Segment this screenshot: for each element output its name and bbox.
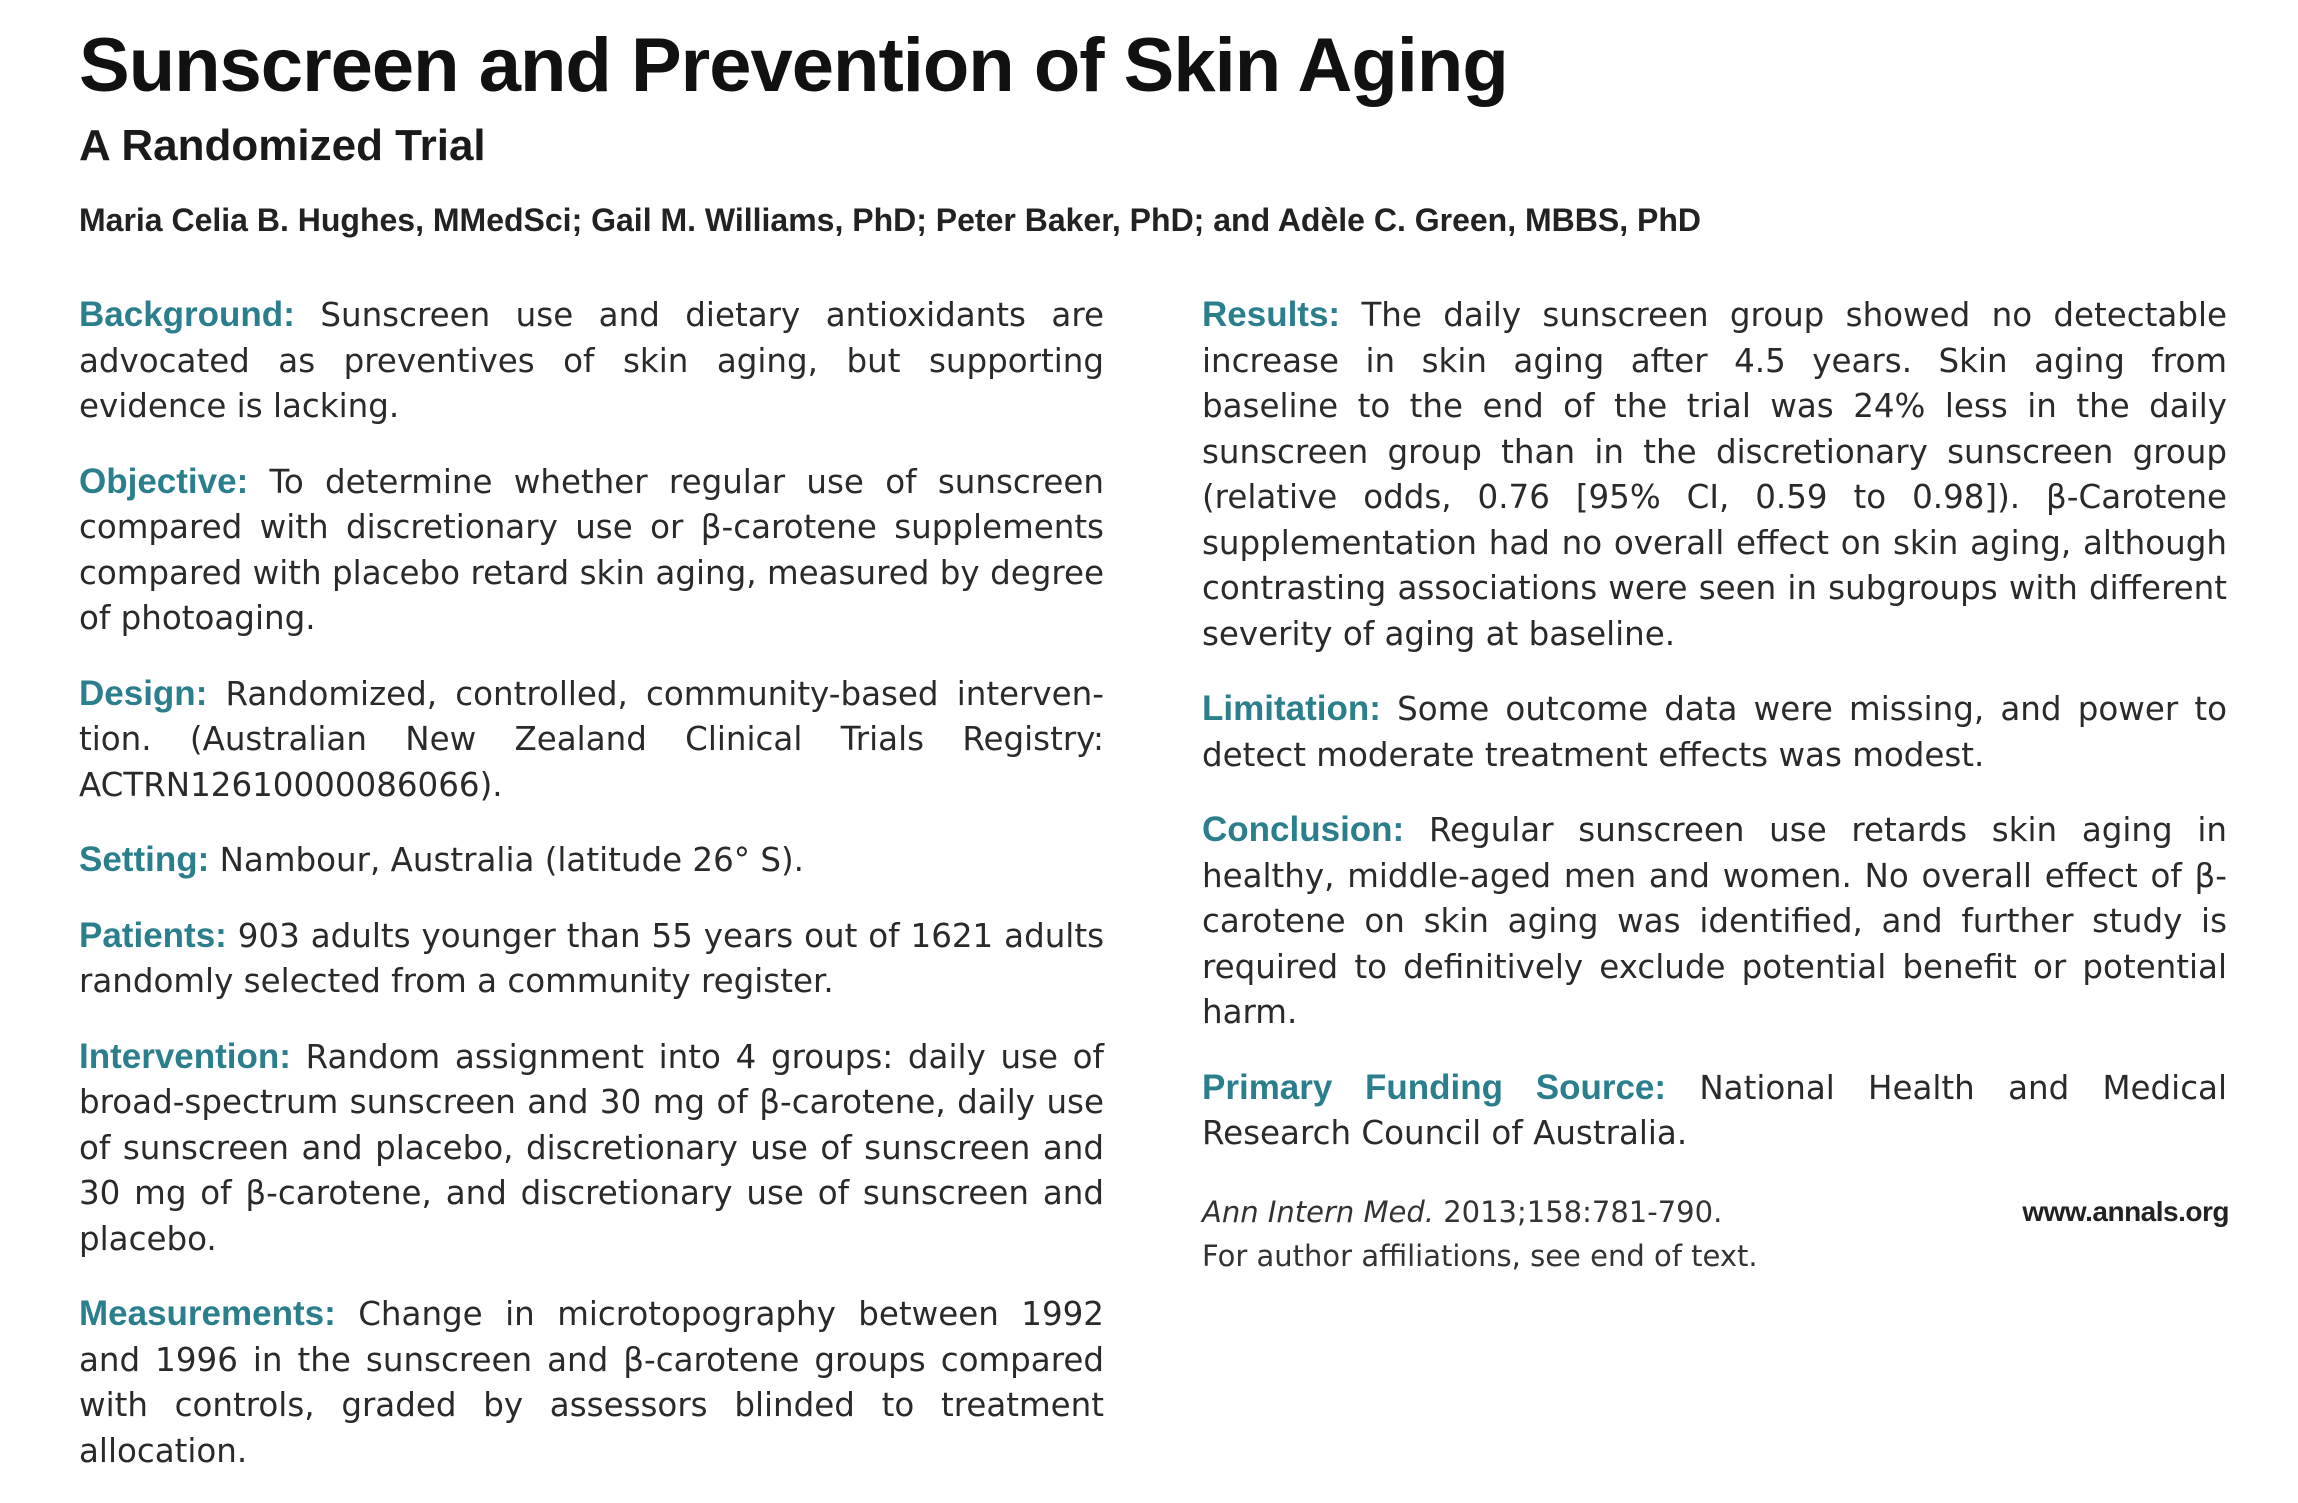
- section-text: National Health and Medical Research Council of Australia.: [1202, 1068, 2228, 1152]
- citation-details: 2013;158:781-790.: [1433, 1195, 1723, 1229]
- abstract-left-column: [79, 292, 1104, 1503]
- section-text: Randomized, controlled, community-based intervention. (Australian New Zealand Clinical Trials Registry: ACTRN12610000086066).: [79, 674, 1104, 804]
- abstract-section-conclusion: [1202, 807, 2227, 1036]
- abstract-section-patients: [79, 913, 1104, 1005]
- abstract-section-limitation: [1202, 686, 2227, 778]
- journal-name: Ann Intern Med.: [1202, 1195, 1434, 1229]
- article-subtitle: A Randomized Trial: [79, 121, 486, 170]
- section-text: Some outcome data were missing, and power to detect moderate treatment effects was modest.: [1202, 690, 2227, 774]
- abstract-section-funding: [1202, 1065, 2227, 1157]
- abstract-section-background: [79, 292, 1104, 430]
- abstract-section-objective: [79, 459, 1104, 642]
- section-label: Background:: [79, 295, 295, 334]
- author-list: Maria Celia B. Hughes, MMedSci; Gail M. Williams, PhD; Peter Baker, PhD; and Adèle C. Green, MBBS, PhD: [79, 202, 1701, 238]
- section-label: Results:: [1202, 295, 1341, 334]
- abstract-right-column: [1202, 292, 2227, 1186]
- section-label: Primary Funding Source:: [1202, 1067, 1667, 1107]
- affiliations-note: For author affiliations, see end of text.: [1202, 1239, 1758, 1273]
- section-text: The daily sunscreen group showed no detectable increase in skin aging after 4.5 years. Skin aging from baseline to the end of the trial was 24% less in the daily sunscreen group than in the discretionary sunscreen group (relative odds, 0.76 [95% CI, 0.59 to 0.98]). β-Carotene supplementation had no overall effect on skin aging, although contrasting associations were seen in subgroups with different severity of aging at baseline.: [1202, 296, 2227, 653]
- section-label: Intervention:: [79, 1036, 291, 1076]
- section-text: Change in microtopography between 1992 and 1996 in the sunscreen and β-carotene groups compared with controls, graded by assessors blinded to treatment allocation.: [79, 1295, 1104, 1470]
- section-label: Conclusion:: [1202, 810, 1405, 849]
- section-text: Regular sunscreen use retards skin aging in healthy, middle-aged men and women. No overall effect of β-carotene on skin aging was identified, and further study is required to definitively exclude potential benefit or potential harm.: [1202, 811, 2227, 1031]
- section-label: Setting:: [79, 840, 210, 879]
- section-text: Nambour, Australia (latitude 26° S).: [219, 841, 804, 879]
- abstract-section-intervention: [79, 1034, 1104, 1263]
- section-text: 903 adults younger than 55 years out of 1621 adults randomly selected from a community register.: [79, 916, 1104, 1000]
- citation-block: [1202, 1190, 1758, 1278]
- section-text: Sunscreen use and dietary antioxidants are advocated as preventives of skin aging, but supporting evidence is lacking.: [79, 296, 1104, 425]
- abstract-section-measurements: [79, 1291, 1104, 1474]
- article-title: Sunscreen and Prevention of Skin Aging: [79, 23, 1508, 108]
- section-label: Limitation:: [1202, 689, 1381, 728]
- section-text: Random assignment into 4 groups: daily use of broad-spectrum sunscreen and 30 mg of β-carotene, daily use of sunscreen and placebo, discretionary use of sunscreen and 30 mg of β-carotene, and discretionary use of sunscreen and placebo.: [79, 1037, 1104, 1258]
- section-label: Design:: [79, 673, 208, 713]
- journal-citation: [1202, 1190, 1758, 1234]
- section-label: Patients:: [79, 915, 227, 955]
- section-text: To determine whether regular use of sunscreen compared with discretionary use or β-carotene supplements compared with placebo retard skin aging, measured by degree of photoaging.: [79, 462, 1104, 637]
- abstract-section-results: [1202, 292, 2227, 657]
- abstract-section-setting: [79, 837, 1104, 884]
- section-label: Measurements:: [79, 1294, 336, 1333]
- abstract-section-design: [79, 671, 1104, 809]
- section-label: Objective:: [79, 461, 249, 501]
- journal-website-link[interactable]: www.annals.org: [2022, 1196, 2229, 1227]
